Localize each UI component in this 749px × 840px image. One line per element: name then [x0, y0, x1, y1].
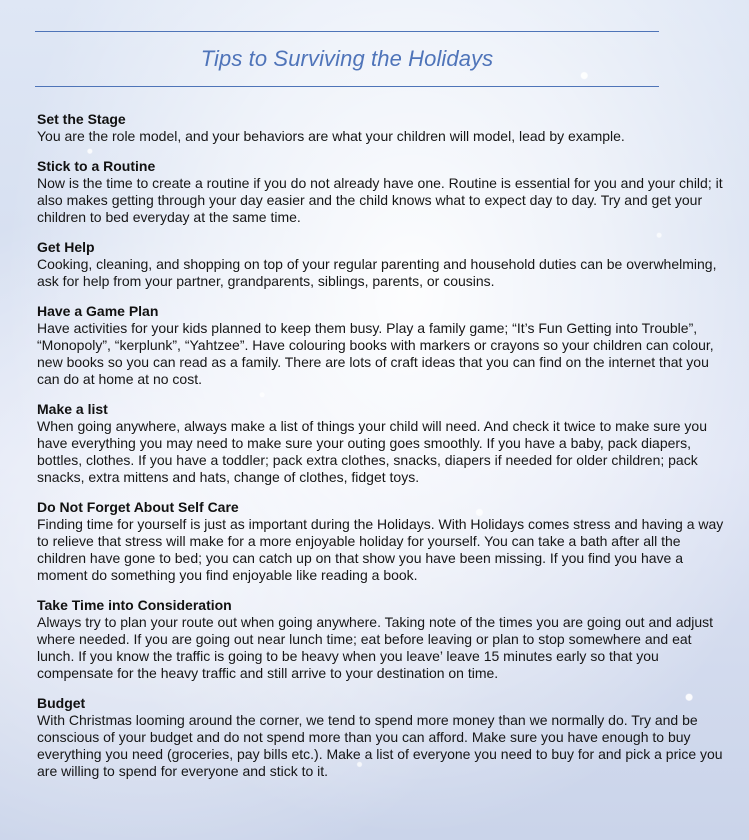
page-title: Tips to Surviving the Holidays [200, 46, 494, 71]
section-body: When going anywhere, always make a list of things your child will need. And check it twice to make sure you have everything you may need to make sure your outing goes smoothly. If you have a baby, pack diapers, bottles, clothes. If you have a toddler; pack extra clothes, snacks, diapers if needed for older children; pack snacks, extra mittens and hats, change of clothes, fidget toys. [37, 418, 707, 485]
section-body: Always try to plan your route out when going anywhere. Taking note of the times you are going out and adjust where needed. If you are going out near lunch time; eat before leaving or plan to stop somewhere and eat lunch. If you know the traffic is going to be heavy when you leave’ leave 15 minutes early so that you compensate for the heavy traffic and still arrive to your destination on time. [37, 614, 714, 681]
section-heading: Get Help [37, 239, 95, 255]
title-top-rule [35, 31, 659, 32]
section-have-a-game-plan [37, 303, 729, 388]
section-stick-to-a-routine [37, 158, 729, 226]
title-bottom-rule [35, 86, 659, 87]
section-heading: Make a list [37, 401, 108, 417]
section-set-the-stage [37, 111, 729, 145]
section-heading: Take Time into Consideration [37, 597, 232, 613]
section-heading: Set the Stage [37, 111, 126, 127]
section-body: Finding time for yourself is just as important during the Holidays. With Holidays comes stress and having a way to relieve that stress will make for a more enjoyable holiday for yourself. You can take a bath after all the children have gone to bed; you can catch up on that show you have been missing. If you find you have a moment do something you find enjoyable like reading a book. [37, 516, 724, 583]
section-self-care [37, 499, 729, 584]
section-heading: Do Not Forget About Self Care [37, 499, 239, 515]
tips-content [37, 111, 729, 793]
section-heading: Have a Game Plan [37, 303, 159, 319]
section-budget [37, 695, 729, 780]
section-body: With Christmas looming around the corner, we tend to spend more money than we normally do. Try and be conscious of your budget and do not spend more than you can afford. Make sure you have enough to buy everything you need (groceries, pay bills etc.). Make a list of everyone you need to buy for and pick a price you are willing to spend for everyone and stick to it. [37, 712, 723, 779]
section-body: You are the role model, and your behaviors are what your children will model, lead by example. [37, 128, 625, 144]
section-heading: Budget [37, 695, 86, 711]
section-body: Now is the time to create a routine if you do not already have one. Routine is essential for you and your child; it also makes getting through your day easier and the child knows what to expect day to day. Try and get your children to bed everyday at the same time. [37, 175, 723, 225]
section-get-help [37, 239, 729, 290]
section-heading: Stick to a Routine [37, 158, 156, 174]
section-body: Have activities for your kids planned to keep them busy. Play a family game; “It’s Fun Getting into Trouble”, “Monopoly”, “kerplunk”, “Yahtzee”. Have colouring books with markers or crayons so your children can colour, new books so you can read as a family. There are lots of craft ideas that you can find on the internet that you can do at home at no cost. [37, 320, 714, 387]
section-time-consideration [37, 597, 729, 682]
section-make-a-list [37, 401, 729, 486]
section-body: Cooking, cleaning, and shopping on top of your regular parenting and household duties can be overwhelming, ask for help from your partner, grandparents, siblings, parents, or cousins. [37, 256, 717, 289]
